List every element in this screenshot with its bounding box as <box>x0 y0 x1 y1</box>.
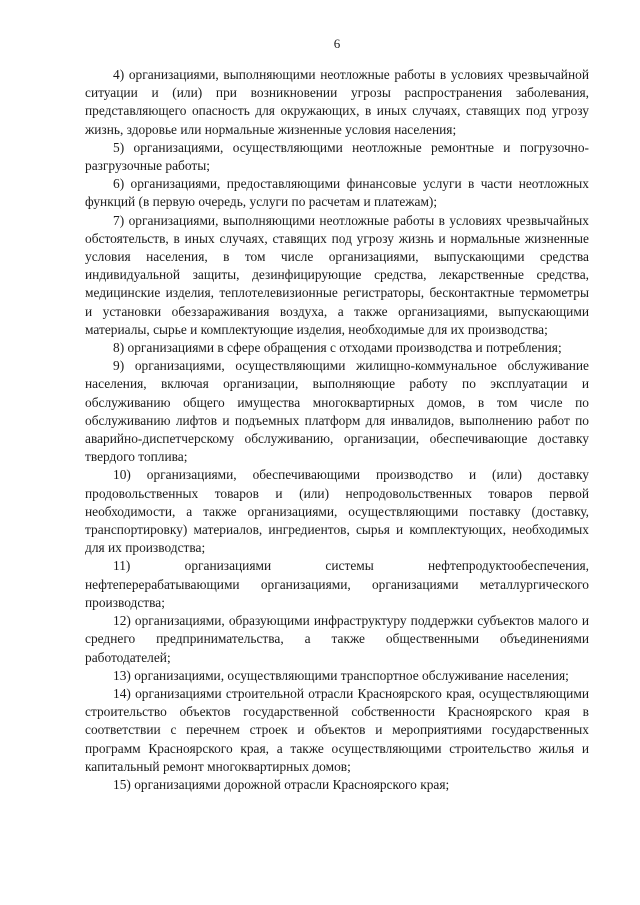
list-item: 11) организациями системы нефтепродуктообеспечения, нефтеперерабатывающими организациями, организациями металлургического производства; <box>85 558 589 610</box>
list-item: 12) организациями, образующими инфраструктуру поддержки субъектов малого и среднего предпринимательства, а также общественными объединениями работодателей; <box>85 613 589 665</box>
list-item: 10) организациями, обеспечивающими производство и (или) доставку продовольственных товаров и (или) непродовольственных товаров первой необходимости, а также организациями, осуществляющими поставку (доставку, транспортировку) материалов, ингредиентов, сырья и комплектующих, необходимых для их производства; <box>85 467 589 556</box>
list-item: 7) организациями, выполняющими неотложные работы в условиях чрезвычайных обстоятельств, в иных случаях, ставящих под угрозу жизнь и нормальные жизненные условия населения, в том числе организациями, выпускающими средства индивидуальной защиты, дезинфицирующие средства, лекарственные средства, медицинские изделия, теплотелевизионные регистраторы, бесконтактные термометры и установки обеззараживания воздуха, а также организациями, выпускающими материалы, сырье и комплектующие изделия, необходимые для их производства; <box>85 212 589 337</box>
list-items <box>85 66 589 794</box>
page-number: 6 <box>333 36 341 51</box>
list-item: 9) организациями, осуществляющими жилищно-коммунальное обслуживание населения, включая организации, выполняющие работу по эксплуатации и обслуживанию общего имущества многоквартирных домов, в том числе по обслуживанию лифтов и подъемных платформ для инвалидов, выполнению работ по аварийно-диспетчерскому обслуживанию, организации, обеспечивающие доставку твердого топлива; <box>85 358 589 465</box>
list-item: 8) организациями в сфере обращения с отходами производства и потребления; <box>113 340 562 356</box>
list-item: 5) организациями, осуществляющими неотложные ремонтные и погрузочно-разгрузочные работы; <box>85 139 589 174</box>
list-item: 6) организациями, предоставляющими финансовые услуги в части неотложных функций (в первую очередь, услуги по расчетам и платежам); <box>85 176 589 210</box>
list-item: 15) организациями дорожной отрасли Красноярского края; <box>113 776 450 792</box>
list-item: 13) организациями, осуществляющими транспортное обслуживание населения; <box>113 667 569 683</box>
list-item: 4) организациями, выполняющими неотложные работы в условиях чрезвычайной ситуации и (или) при возникновении угрозы распространения заболевания, представляющего опасность для окружающих, в иных случаях, ставящих под угрозу жизнь, здоровье или нормальные жизненные условия населения; <box>85 67 589 137</box>
list-item: 14) организациями строительной отрасли Красноярского края, осуществляющими строительство объектов государственной собственности Красноярского края в соответствии с перечнем строек и объектов и мероприятиями государственных программ Красноярского края, а также осуществляющими строительство жилья и капитальный ремонт многоквартирных домов; <box>85 685 589 774</box>
